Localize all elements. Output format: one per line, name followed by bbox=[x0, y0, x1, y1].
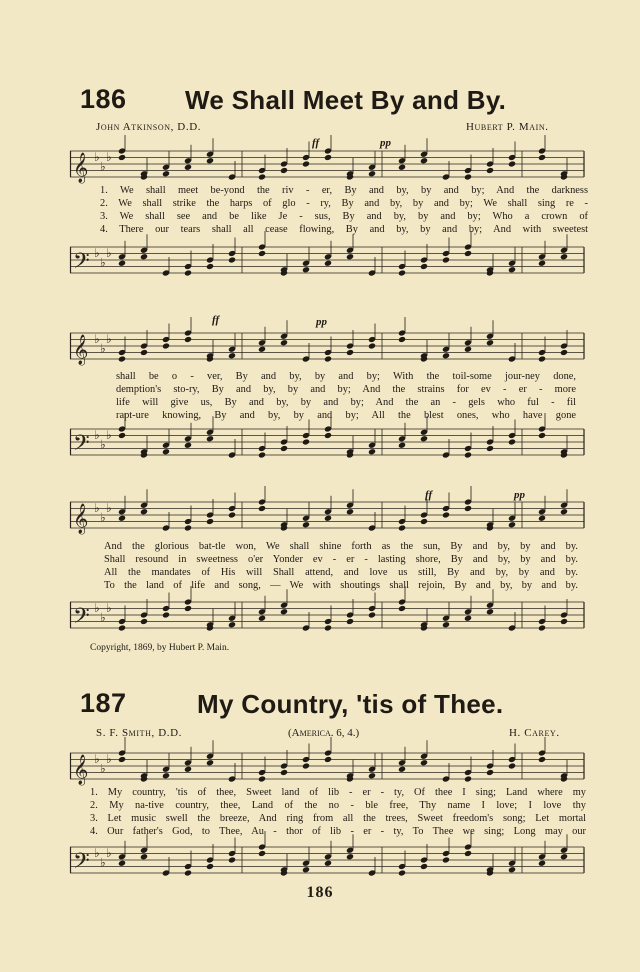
bass-staff bbox=[70, 844, 586, 878]
hymn-number: 187 bbox=[80, 688, 127, 718]
lyric-line: 2. My na-tive country, thee, Land of the no - ble free, Thy name I love; I love thy bbox=[90, 800, 586, 811]
lyric-line: 4. Our father's God, to Thee, Au - thor of lib - er - ty, To Thee we sing; Long may our bbox=[90, 826, 586, 837]
dynamic-marking: pp bbox=[380, 137, 391, 149]
dynamic-marking: pp bbox=[316, 316, 327, 328]
treble-clef-icon: 𝄞 bbox=[73, 335, 89, 365]
bass-clef-icon: 𝄢 bbox=[73, 604, 90, 634]
flat-icon: ♭ bbox=[106, 149, 112, 164]
dynamic-marking: ff bbox=[212, 314, 220, 326]
flat-icon: ♭ bbox=[100, 761, 106, 776]
lyric-line: To the land of life and song, — We with shoutings shall rejoin, By and by, by and by. bbox=[104, 580, 578, 591]
flat-icon: ♭ bbox=[94, 500, 100, 515]
flat-icon: ♭ bbox=[94, 427, 100, 442]
lyric-line: 1. We shall meet be-yond the riv - er, By and by, by and by; And the darkness bbox=[100, 185, 588, 196]
lyric-line: 1. My country, 'tis of thee, Sweet land of lib - er - ty, Of thee I sing; Land where my bbox=[90, 787, 586, 798]
flat-icon: ♭ bbox=[94, 845, 100, 860]
lyrics-block bbox=[104, 540, 578, 592]
flat-icon: ♭ bbox=[100, 610, 106, 625]
lyric-line: shall be o - ver, By and by, by and by; With the toil-some jour-ney done, bbox=[116, 371, 576, 382]
tune-name: (America. 6, 4.) bbox=[288, 727, 360, 739]
hymn-composer: Hubert P. Main. bbox=[466, 121, 549, 133]
lyrics-block bbox=[116, 370, 576, 422]
lyric-line: And the glorious bat-tle won, We shall shine forth as the sun, By and by, by and by. bbox=[104, 541, 578, 552]
treble-staff bbox=[70, 148, 586, 182]
flat-icon: ♭ bbox=[100, 159, 106, 174]
hymn-author: S. F. Smith, D.D. bbox=[96, 727, 183, 739]
flat-icon: ♭ bbox=[106, 751, 112, 766]
lyric-line: 3. We shall see and be like Je - sus, By and by, by and by; Who a crown of bbox=[100, 211, 588, 222]
flat-icon: ♭ bbox=[94, 331, 100, 346]
flat-icon: ♭ bbox=[100, 341, 106, 356]
page-number: 186 bbox=[306, 884, 334, 901]
flat-icon: ♭ bbox=[94, 149, 100, 164]
flat-icon: ♭ bbox=[106, 500, 112, 515]
treble-clef-icon: 𝄞 bbox=[73, 504, 89, 534]
hymn-composer: H. Carey. bbox=[509, 727, 560, 739]
bass-clef-icon: 𝄢 bbox=[73, 249, 90, 279]
dynamic-marking: pp bbox=[514, 489, 525, 501]
flat-icon: ♭ bbox=[94, 245, 100, 260]
music-system bbox=[70, 312, 586, 467]
hymn-number: 186 bbox=[80, 84, 127, 114]
bass-clef-icon: 𝄢 bbox=[73, 849, 90, 879]
flat-icon: ♭ bbox=[106, 427, 112, 442]
flat-icon: ♭ bbox=[94, 600, 100, 615]
lyric-line: 4. There our tears shall all cease flowing, By and by, by and by; And with sweetest bbox=[100, 224, 588, 235]
music-system bbox=[70, 738, 586, 878]
music-system bbox=[70, 485, 586, 640]
flat-icon: ♭ bbox=[100, 255, 106, 270]
copyright-notice: Copyright, 1869, by Hubert P. Main. bbox=[90, 643, 230, 653]
bass-staff bbox=[70, 244, 586, 278]
lyric-line: rapt-ure knowing, By and by, by and by; All the blest ones, who have gone bbox=[116, 410, 576, 421]
lyrics-block bbox=[90, 786, 586, 838]
flat-icon: ♭ bbox=[106, 600, 112, 615]
treble-staff bbox=[70, 750, 586, 784]
lyric-line: 2. We shall strike the harps of glo - ry, By and by, by and by; We shall sing re - bbox=[100, 198, 588, 209]
lyric-line: All the mandates of His will Shall attend, and love us still, By and by, by and by. bbox=[104, 567, 578, 578]
hymn-title: My Country, 'tis of Thee. bbox=[197, 689, 504, 719]
flat-icon: ♭ bbox=[106, 245, 112, 260]
treble-staff bbox=[70, 499, 586, 533]
lyric-line: life will give us, By and by, by and by; And the an - gels who ful - fil bbox=[116, 397, 576, 408]
lyric-line: Shall resound in sweetness o'er Yonder ev - er - lasting shore, By and by, by and by. bbox=[104, 554, 578, 565]
dynamic-marking: ff bbox=[312, 137, 320, 149]
bass-staff bbox=[70, 426, 586, 460]
lyric-line: 3. Let music swell the breeze, And ring from all the trees, Sweet freedom's song; Let mortal bbox=[90, 813, 586, 824]
flat-icon: ♭ bbox=[100, 855, 106, 870]
flat-icon: ♭ bbox=[100, 437, 106, 452]
treble-clef-icon: 𝄞 bbox=[73, 755, 89, 785]
treble-clef-icon: 𝄞 bbox=[73, 153, 89, 183]
flat-icon: ♭ bbox=[100, 510, 106, 525]
hymn-title: We Shall Meet By and By. bbox=[185, 85, 507, 115]
treble-staff bbox=[70, 330, 586, 364]
flat-icon: ♭ bbox=[94, 751, 100, 766]
bass-staff bbox=[70, 599, 586, 633]
flat-icon: ♭ bbox=[106, 331, 112, 346]
hymn-author: John Atkinson, D.D. bbox=[96, 121, 202, 133]
lyric-line: demption's sto-ry, By and by, by and by; And the strains for ev - er - more bbox=[116, 384, 576, 395]
dynamic-marking: ff bbox=[425, 489, 433, 501]
bass-clef-icon: 𝄢 bbox=[73, 431, 90, 461]
music-system bbox=[70, 137, 588, 290]
flat-icon: ♭ bbox=[106, 845, 112, 860]
lyrics-block bbox=[100, 184, 588, 236]
